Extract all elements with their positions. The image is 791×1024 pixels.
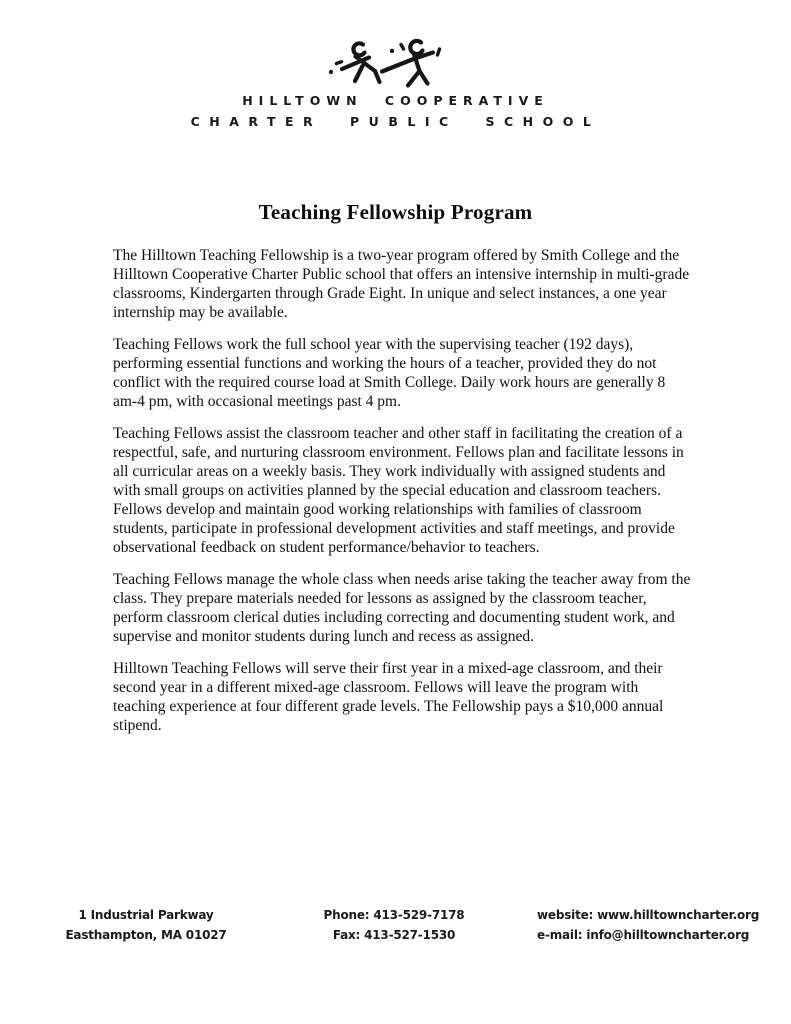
paragraph-work-schedule: Teaching Fellows work the full school year with the supervising teacher (192 days), performing essential functions and working the hours of a teacher, provided they do not conflict with the required course load at Smith College. Daily work hours are generally 8 am-4 pm, with occasional meetings past 4 pm. bbox=[113, 336, 666, 410]
page-title: Teaching Fellowship Program bbox=[258, 200, 533, 225]
footer-address-line1: 1 Industrial Parkway bbox=[78, 908, 214, 922]
footer-address bbox=[46, 905, 246, 945]
paragraph-stipend: Hilltown Teaching Fellows will serve their first year in a mixed-age classroom, and their second year in a different mixed-age classroom. Fellows will leave the program with teaching experience at four different grade levels. The Fellowship pays a $10,000 annual stipend. bbox=[113, 660, 664, 734]
footer-web-email bbox=[537, 905, 760, 945]
footer-phone: Phone: 413-529-7178 bbox=[323, 908, 465, 922]
school-name-line1: HILLTOWN COOPERATIVE bbox=[242, 93, 549, 108]
footer-address-line2: Easthampton, MA 01027 bbox=[65, 928, 227, 942]
paragraph-duties: Teaching Fellows assist the classroom teacher and other staff in facilitating the creation of a respectful, safe, and nurturing classroom environment. Fellows plan and facilitate lessons in all curricular areas on a weekly basis. They work individually with assigned students and with small groups on activities planned by the special education and classroom teachers. Fellows develop and maintain good working relationships with families of classroom students, participate in professional development activities and staff meetings, and provide observational feedback on student performance/behavior to teachers. bbox=[113, 425, 684, 556]
footer-phone-fax bbox=[299, 905, 489, 945]
school-name-line2: CHARTER PUBLIC SCHOOL bbox=[190, 114, 601, 129]
running-children-icon bbox=[316, 38, 476, 101]
footer-fax: Fax: 413-527-1530 bbox=[332, 928, 456, 942]
footer-website: website: www.hilltowncharter.org bbox=[537, 908, 760, 922]
paragraph-overview: The Hilltown Teaching Fellowship is a two-year program offered by Smith College and the Hilltown Cooperative Charter Public school that offers an intensive internship in multi-grade classrooms, Kindergarten through Grade Eight. In unique and select instances, a one year internship may be available. bbox=[113, 247, 690, 321]
paragraph-class-management: Teaching Fellows manage the whole class when needs arise taking the teacher away from the class. They prepare materials needed for lessons as assigned by the classroom teacher, perform classroom clerical duties including correcting and documenting student work, and supervise and monitor students during lunch and recess as assigned. bbox=[113, 571, 691, 645]
document-body bbox=[113, 246, 691, 748]
footer-email: e-mail: info@hilltowncharter.org bbox=[537, 928, 750, 942]
